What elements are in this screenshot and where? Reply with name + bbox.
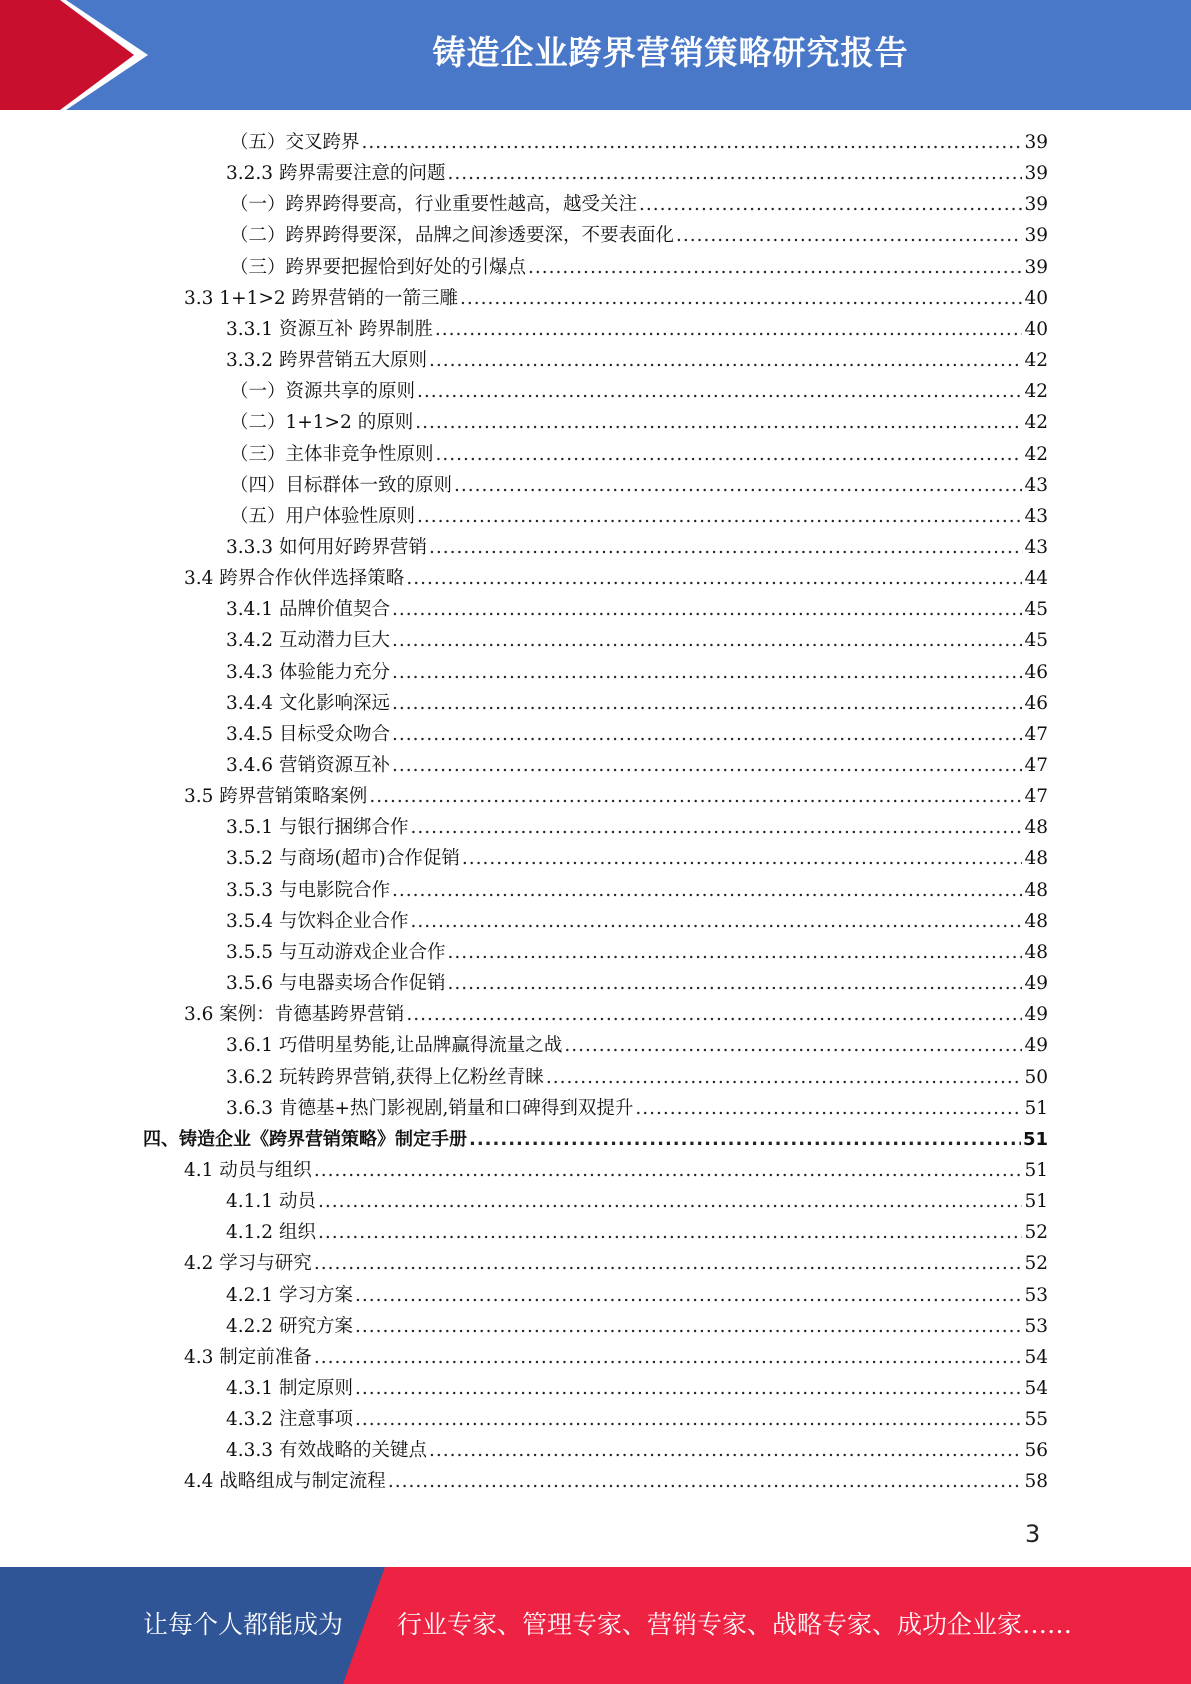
toc-entry-page: 48 <box>1024 941 1048 963</box>
toc-entry[interactable] <box>184 1342 1048 1373</box>
toc-entry-label: 3.4.4 文化影响深远 <box>226 692 390 714</box>
toc-entry[interactable] <box>230 376 1048 407</box>
toc-entry-label: 3.3.1 资源互补 跨界制胜 <box>226 318 433 340</box>
toc-entry-label: （一）资源共享的原则 <box>230 381 416 403</box>
toc-dot-leader <box>392 688 1022 719</box>
toc-entry-page: 54 <box>1024 1346 1048 1368</box>
toc-entry[interactable] <box>143 1124 1048 1155</box>
toc-dot-leader <box>454 470 1022 501</box>
toc-entry-page: 39 <box>1024 194 1048 216</box>
toc-entry-label: 3.4.3 体验能力充分 <box>226 661 390 683</box>
toc-entry[interactable] <box>184 1248 1048 1279</box>
toc-entry[interactable] <box>230 407 1048 438</box>
toc-dot-leader <box>639 189 1022 220</box>
toc-entry-page: 58 <box>1024 1471 1048 1493</box>
toc-entry-page: 47 <box>1024 755 1048 776</box>
toc-entry-label: 3.6.3 肯德基+热门影视剧,销量和口碑得到双提升 <box>226 1097 634 1119</box>
toc-entry[interactable] <box>226 1404 1048 1435</box>
toc-entry-page: 39 <box>1024 132 1048 153</box>
toc-entry[interactable] <box>226 1186 1048 1217</box>
toc-entry[interactable] <box>226 1373 1048 1404</box>
toc-entry[interactable] <box>226 625 1048 656</box>
toc-entry-label: 3.3.3 如何用好跨界营销 <box>226 536 427 558</box>
toc-entry-label: 4.2 学习与研究 <box>184 1253 312 1275</box>
toc-entry[interactable] <box>226 1280 1048 1311</box>
toc-entry-label: 3.4.5 目标受众吻合 <box>226 723 390 745</box>
toc-entry-label: 4.1.1 动员 <box>226 1191 316 1213</box>
toc-entry-label: 3.6.2 玩转跨界营销,获得上亿粉丝青睐 <box>226 1066 544 1088</box>
toc-entry-page: 55 <box>1024 1409 1048 1431</box>
toc-entry[interactable] <box>184 563 1048 594</box>
toc-entry-label: 4.2.2 研究方案 <box>226 1315 353 1337</box>
footer-slogan-right: 行业专家、管理专家、营销专家、战略专家、成功企业家…… <box>397 1610 1073 1639</box>
toc-entry-page: 44 <box>1024 568 1048 590</box>
toc-entry-label: （五）用户体验性原则 <box>230 505 416 527</box>
toc-entry[interactable] <box>226 968 1048 999</box>
toc-dot-leader <box>362 127 1023 158</box>
toc-entry-label: 3.5.5 与互动游戏企业合作 <box>226 941 446 963</box>
toc-dot-leader <box>392 594 1022 625</box>
toc-entry-label: 4.3.1 制定原则 <box>226 1378 353 1399</box>
toc-entry-page: 47 <box>1024 723 1048 745</box>
toc-dot-leader <box>417 501 1022 532</box>
toc-entry-page: 51 <box>1024 1159 1048 1181</box>
toc-entry-page: 45 <box>1024 599 1048 621</box>
toc-entry[interactable] <box>230 127 1048 158</box>
toc-dot-leader <box>469 1124 1021 1155</box>
footer-slogan-left: 让每个人都能成为 <box>143 1610 344 1639</box>
toc-dot-leader <box>388 1466 1023 1497</box>
toc-dot-leader <box>314 1342 1023 1373</box>
page-number: 3 <box>1025 1520 1041 1548</box>
toc-entry[interactable] <box>230 470 1048 501</box>
toc-entry-page: 50 <box>1024 1066 1048 1088</box>
toc-dot-leader <box>314 1248 1023 1279</box>
toc-dot-leader <box>435 314 1023 345</box>
toc-dot-leader <box>355 1311 1023 1342</box>
toc-dot-leader <box>635 1093 1022 1124</box>
toc-entry-label: （三）主体非竞争性原则 <box>230 443 434 465</box>
toc-entry-page: 43 <box>1024 474 1048 496</box>
toc-dot-leader <box>447 968 1022 999</box>
toc-entry[interactable] <box>230 439 1048 470</box>
toc-entry-page: 43 <box>1024 505 1048 527</box>
toc-entry-page: 48 <box>1024 848 1048 870</box>
toc-entry[interactable] <box>226 937 1048 968</box>
toc-dot-leader <box>410 906 1022 937</box>
toc-entry-label: 3.6 案例：肯德基跨界营销 <box>184 1004 405 1026</box>
toc-dot-leader <box>447 937 1022 968</box>
toc-entry-label: 3.5.2 与商场(超市)合作促销 <box>226 848 460 870</box>
toc-entry-label: 3.2.3 跨界需要注意的问题 <box>226 163 446 185</box>
toc-entry[interactable] <box>184 1155 1048 1186</box>
toc-entry-page: 52 <box>1024 1222 1048 1244</box>
toc-entry-page: 49 <box>1024 1004 1048 1026</box>
toc-dot-leader <box>676 220 1022 251</box>
toc-entry[interactable] <box>184 999 1048 1030</box>
toc-dot-leader <box>318 1186 1023 1217</box>
toc-entry[interactable] <box>226 1093 1048 1124</box>
toc-entry-page: 42 <box>1024 443 1048 465</box>
toc-entry-label: 3.4.1 品牌价值契合 <box>226 599 390 621</box>
toc-entry-label: 3.5.6 与电器卖场合作促销 <box>226 973 446 995</box>
toc-entry-page: 51 <box>1022 1128 1048 1150</box>
toc-entry-label: 3.4.2 互动潜力巨大 <box>226 630 390 652</box>
toc-entry-label: 4.3 制定前准备 <box>184 1346 312 1368</box>
toc-entry-label: 3.4 跨界合作伙伴选择策略 <box>184 568 405 590</box>
toc-entry[interactable] <box>184 283 1048 314</box>
toc-entry-label: （二）1+1>2 的原则 <box>230 412 414 434</box>
toc-entry[interactable] <box>230 501 1048 532</box>
document-title: 铸造企业跨界营销策略研究报告 <box>432 33 909 72</box>
toc-entry-page: 46 <box>1024 661 1048 683</box>
toc-dot-leader <box>392 625 1022 656</box>
toc-entry[interactable] <box>226 1217 1048 1248</box>
toc-entry-page: 52 <box>1024 1253 1048 1275</box>
toc-entry[interactable] <box>226 688 1048 719</box>
toc-dot-leader <box>415 407 1022 438</box>
toc-dot-leader <box>410 812 1022 843</box>
toc-entry-label: 四、铸造企业《跨界营销策略》制定手册 <box>143 1128 467 1150</box>
toc-entry[interactable] <box>230 220 1048 251</box>
toc-entry-page: 48 <box>1024 817 1048 839</box>
toc-entry[interactable] <box>226 1311 1048 1342</box>
toc-dot-leader <box>447 158 1022 189</box>
toc-entry-label: （三）跨界要把握恰到好处的引爆点 <box>230 256 527 278</box>
toc-entry[interactable] <box>230 189 1048 220</box>
toc-entry[interactable] <box>226 314 1048 345</box>
toc-dot-leader <box>546 1062 1023 1093</box>
toc-entry-label: （四）目标群体一致的原则 <box>230 474 453 496</box>
toc-entry-page: 47 <box>1024 786 1048 808</box>
toc-entry-page: 48 <box>1024 879 1048 901</box>
page-footer <box>0 1567 1191 1684</box>
toc-dot-leader <box>369 781 1022 812</box>
toc-dot-leader <box>417 376 1022 407</box>
toc-dot-leader <box>314 1155 1023 1186</box>
toc-dot-leader <box>429 1435 1022 1466</box>
toc-entry-label: 3.5 跨界营销策略案例 <box>184 786 368 808</box>
toc-entry[interactable] <box>226 1062 1048 1093</box>
toc-entry-label: （一）跨界跨得要高，行业重要性越高，越受关注 <box>230 194 638 216</box>
toc-entry-label: 3.6.1 巧借明星势能,让品牌赢得流量之战 <box>226 1035 563 1057</box>
toc-dot-leader <box>429 345 1022 376</box>
toc-entry[interactable] <box>226 1030 1048 1061</box>
toc-entry[interactable] <box>184 781 1048 812</box>
toc-entry-label: 3.4.6 营销资源互补 <box>226 755 390 776</box>
toc-entry-label: （二）跨界跨得要深，品牌之间渗透要深，不要表面化 <box>230 225 675 247</box>
toc-dot-leader <box>392 875 1022 906</box>
toc-entry-page: 42 <box>1024 381 1048 403</box>
toc-entry[interactable] <box>226 345 1048 376</box>
toc-entry-label: 4.1.2 组织 <box>226 1222 316 1244</box>
toc-entry[interactable] <box>226 843 1048 874</box>
toc-entry-page: 45 <box>1024 630 1048 652</box>
toc-dot-leader <box>528 252 1022 283</box>
toc-dot-leader <box>318 1217 1023 1248</box>
toc-dot-leader <box>406 999 1022 1030</box>
toc-entry-page: 54 <box>1024 1378 1048 1399</box>
toc-entry-page: 48 <box>1024 910 1048 932</box>
toc-entry[interactable] <box>226 906 1048 937</box>
toc-entry-page: 51 <box>1024 1191 1048 1213</box>
toc-entry[interactable] <box>226 158 1048 189</box>
toc-dot-leader <box>392 657 1022 688</box>
toc-dot-leader <box>436 439 1023 470</box>
toc-entry-label: 4.1 动员与组织 <box>184 1159 312 1181</box>
toc-dot-leader <box>564 1030 1022 1061</box>
toc-entry-label: 3.5.3 与电影院合作 <box>226 879 390 901</box>
toc-entry-page: 51 <box>1024 1097 1048 1119</box>
toc-entry-page: 39 <box>1024 256 1048 278</box>
toc-entry-label: （五）交叉跨界 <box>230 132 360 153</box>
toc-dot-leader <box>460 283 1022 314</box>
page-header <box>0 0 1191 110</box>
toc-entry-page: 43 <box>1024 536 1048 558</box>
toc-entry-page: 39 <box>1024 225 1048 247</box>
toc-entry[interactable] <box>226 594 1048 625</box>
toc-dot-leader <box>355 1404 1023 1435</box>
toc-dot-leader <box>392 750 1022 781</box>
toc-entry-page: 42 <box>1024 412 1048 434</box>
toc-entry[interactable] <box>230 252 1048 283</box>
toc-entry[interactable] <box>226 532 1048 563</box>
toc-entry-label: 4.3.2 注意事项 <box>226 1409 353 1431</box>
toc-entry-label: 3.5.4 与饮料企业合作 <box>226 910 409 932</box>
toc-entry-label: 4.2.1 学习方案 <box>226 1284 353 1306</box>
toc-entry[interactable] <box>226 812 1048 843</box>
toc-entry-page: 56 <box>1024 1440 1048 1462</box>
toc-dot-leader <box>355 1280 1023 1311</box>
toc-entry-page: 53 <box>1024 1315 1048 1337</box>
toc-entry-page: 49 <box>1024 1035 1048 1057</box>
toc-entry-label: 3.5.1 与银行捆绑合作 <box>226 817 409 839</box>
toc-entry-page: 40 <box>1024 318 1048 340</box>
toc-dot-leader <box>355 1373 1023 1404</box>
toc-dot-leader <box>462 843 1023 874</box>
toc-dot-leader <box>406 563 1022 594</box>
toc-entry-label: 3.3.2 跨界营销五大原则 <box>226 350 427 372</box>
toc-entry-label: 4.3.3 有效战略的关键点 <box>226 1440 427 1462</box>
toc-entry[interactable] <box>226 719 1048 750</box>
toc-entry[interactable] <box>226 750 1048 781</box>
toc-entry[interactable] <box>226 875 1048 906</box>
toc-entry-page: 42 <box>1024 350 1048 372</box>
toc-entry-label: 3.3 1+1>2 跨界营销的一箭三雕 <box>184 287 458 309</box>
toc-entry-page: 49 <box>1024 973 1048 995</box>
toc-entry-label: 4.4 战略组成与制定流程 <box>184 1471 386 1493</box>
toc-entry[interactable] <box>226 1435 1048 1466</box>
toc-entry-page: 40 <box>1024 287 1048 309</box>
toc-entry-page: 46 <box>1024 692 1048 714</box>
toc-entry[interactable] <box>226 657 1048 688</box>
toc-entry[interactable] <box>184 1466 1048 1497</box>
toc-entry-page: 53 <box>1024 1284 1048 1306</box>
toc-entry-page: 39 <box>1024 163 1048 185</box>
toc-dot-leader <box>429 532 1022 563</box>
toc-dot-leader <box>392 719 1022 750</box>
